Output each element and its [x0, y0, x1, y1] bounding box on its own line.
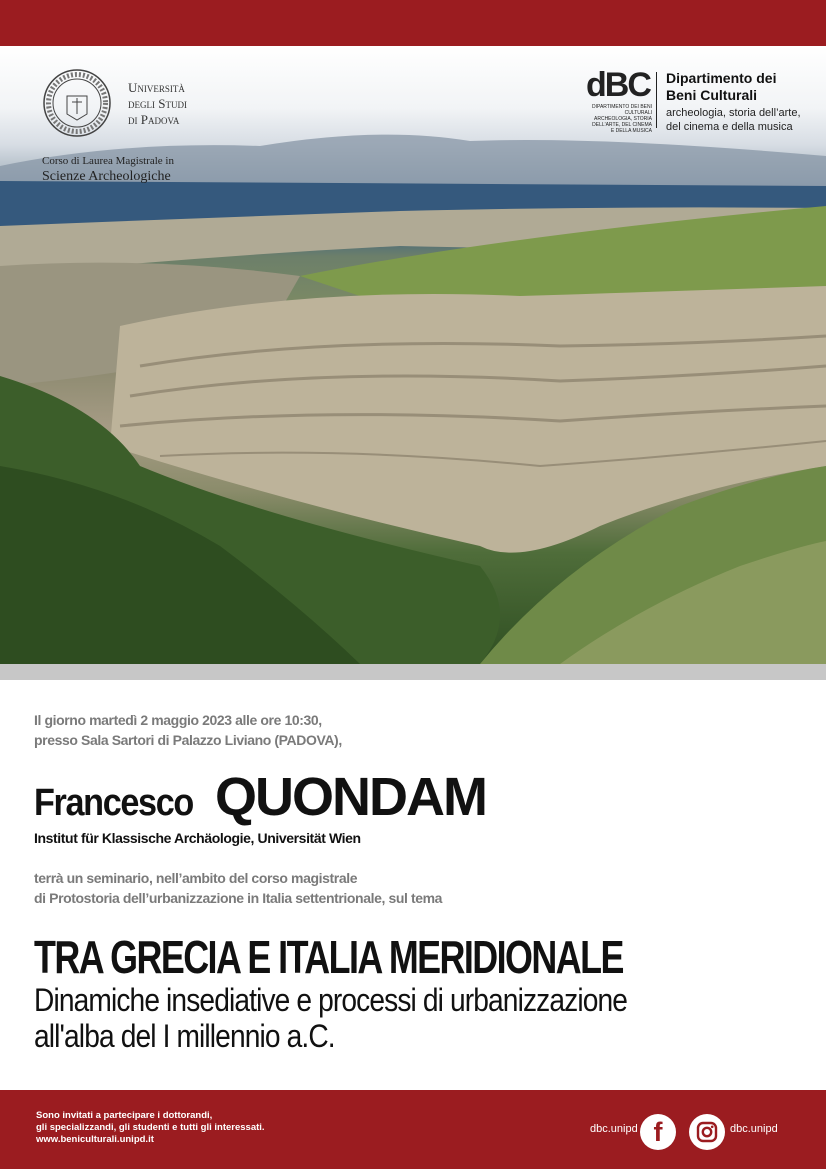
instagram-glyph [689, 1114, 725, 1150]
dbc-logo-subtext: DIPARTIMENTO DEI BENI CULTURALI ARCHEOLOGIA, STORIA DELL'ARTE, DEL CINEMA E DELLA MUSICA [591, 104, 652, 134]
speaker-name [34, 766, 486, 828]
university-name [128, 80, 187, 128]
seminar-subtitle [34, 982, 627, 1054]
event-content [34, 710, 794, 1054]
department-description [666, 106, 801, 134]
landscape-photo [0, 46, 826, 664]
footer-bar [0, 1090, 826, 1169]
seminar-intro [34, 868, 442, 908]
speaker-affiliation: Institut für Klassische Archäologie, Universität Wien [34, 830, 361, 846]
intro-line: terrà un seminario, nell’ambito del corso magistrale [34, 870, 358, 886]
department-title-line: Dipartimento dei [666, 70, 777, 86]
department-desc-line: archeologia, storia dell’arte, [666, 107, 801, 119]
facebook-glyph: f [653, 1117, 663, 1147]
top-bar [0, 0, 826, 46]
university-seal-icon [42, 68, 112, 138]
department-title-line: Beni Culturali [666, 87, 758, 103]
event-location: presso Sala Sartori di Palazzo Liviano (PADOVA), [34, 732, 342, 748]
subtitle-line: Dinamiche insediative e processi di urbanizzazione [34, 982, 628, 1018]
photo-bottom-band [0, 664, 826, 680]
speaker-last-name: QUONDAM [215, 767, 487, 827]
course-line-2: Scienze Archeologiche [42, 169, 171, 184]
intro-line: di Protostoria dell’urbanizzazione in Italia settentrionale, sul tema [34, 890, 443, 906]
university-name-line: di Padova [128, 112, 180, 127]
instagram-handle[interactable]: dbc.unipd [730, 1123, 778, 1135]
facebook-icon[interactable] [640, 1114, 676, 1150]
course-line-1: Corso di Laurea Magistrale in [42, 155, 174, 167]
dbc-divider [656, 72, 657, 128]
invitation-line: gli specializzandi, gli studenti e tutti gli interessati. [36, 1122, 265, 1133]
footer-invitation [36, 1110, 265, 1146]
university-logo [42, 68, 252, 138]
university-name-line: degli Studi [128, 96, 187, 111]
seminar-title: TRA GRECIA E ITALIA MERIDIONALE [34, 931, 623, 983]
department-desc-line: del cinema e della musica [666, 121, 793, 133]
event-date: Il giorno martedì 2 maggio 2023 alle ore 10:30, [34, 712, 322, 728]
invitation-line: Sono invitati a partecipare i dottorandi, [36, 1110, 213, 1121]
course-name [42, 154, 174, 186]
landscape-illustration [0, 46, 826, 664]
subtitle-line: all'alba del I millennio a.C. [34, 1018, 335, 1054]
department-logo [586, 68, 806, 138]
dbc-logo-mark: dBC [586, 66, 650, 104]
department-title [666, 70, 776, 104]
website-link[interactable]: www.beniculturali.unipd.it [36, 1134, 154, 1145]
university-name-line: Università [128, 80, 185, 95]
facebook-handle[interactable]: dbc.unipd [590, 1123, 638, 1135]
speaker-first-name: Francesco [34, 782, 193, 824]
instagram-icon[interactable] [689, 1114, 725, 1150]
